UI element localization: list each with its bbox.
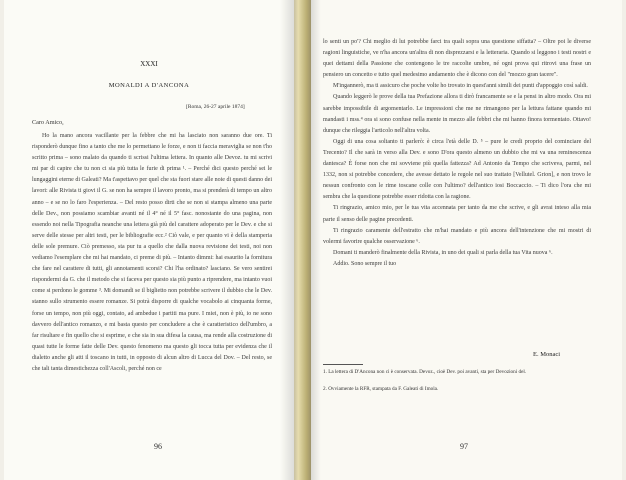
footnote-1: 1. La lettera di D'Ancona non ci è conservata. Devoz., cioè Dev. poi avanti, sta per Devozioni del. bbox=[323, 369, 527, 375]
page-shadow-left bbox=[280, 0, 294, 480]
right-page bbox=[311, 0, 622, 480]
salutation: Caro Amico, bbox=[32, 119, 64, 126]
page-shadow-right bbox=[311, 0, 321, 480]
chapter-title: MONALDI A D'ANCONA bbox=[108, 82, 190, 89]
page-number-left: 96 bbox=[154, 442, 162, 451]
footnote-rule bbox=[323, 364, 363, 365]
dateline: [Roma, 26-27 aprile 1874] bbox=[186, 104, 245, 110]
page-number-right: 97 bbox=[460, 442, 468, 451]
left-page bbox=[4, 0, 294, 480]
signature: E. Monaci bbox=[533, 351, 561, 358]
footnote-2: 2. Ovviamente la RFR, stampata da F. Galeati di Imola. bbox=[323, 386, 439, 392]
book-gutter bbox=[294, 0, 311, 480]
letter-continuation: lo senti un po'? Chi meglio di lui potrebbe farci tra quali sopra una questione siffatta? – Oltre poi le diverse ragioni linguistiche, ve n'ha ancora un'altra di non disprezzarsi e la letteraria. Quando si leggono i testi nostri e quei dettami della Passione che contengono le tre raccolte umbre, né ogni prova qui ritrovi una frase un pensiero un concetto e tutto quel medesimo andamento che è dicono con del "mozzo gran tacere". M'ingannerò, ma ti assicuro che poche volte ho trovato in quest'anni simili dei punti d'appoggio così saldi. Quando leggerò le prove della tua Prefazione allora ti dirò francamente se e la pensi in altro modo. Ora mi sarebbe impossibile di argomentarlo. Le impressioni che me ne rimangono per la lettura fattane quando mi mandasti i mss.⁴ ora si sono confuse nella mente in mezzo alle febbri che mi hanno finora tormentato. Ottavo! dunque che rileggia l'articolo nell'altra volta. Oggi di una cosa soltanto ti parlerò: è circa l'età delle D. ⁵ – pure le credi proprio del cominciare del Trecento? Il che sarà in verso alla Dev. e sono D'ora questo almeno un dubbio che mi va una reminescenza dantesca? È forse non che mi sovviene più quella fattezza? Ad Antonio da Tempo che scriveva, parmi, nel 1332, non si potrebbe concedere, che avesse dettato le regole nel suo trattato [Vellutel. Grion], e non trovo le nessun confronto con le rime toscane colle con l'ultimo? dell'antico iosi Boccaccio. – Ti dico l'ora che mi sembra che la questione potrebbe esser ridotta con la ragione. Ti ringrazio, amico mio, per le tua vita accennata per tanto da me che scrive, e gli avrai inteso alla mia parte il senso delle pagine precedenti. Ti ringrazio caramente dell'estratto che m'hai mandato e più ancora dell'intenzione che mi mostri di volermi favorire qualche osservazione ⁶. Domani ti manderò finalmente della Rivista, in uno dei quali si parla della tua Vita nuova ⁶. Addio. Sono sempre il tuo bbox=[323, 39, 591, 267]
letter-body: Ho la mano ancora vacillante per la febbre che mi ha lasciato non saranno due ore. Ti risponderò dunque fino a tanto che me lo permettano le forze, e non ti faccia meraviglia se non t'ho scritto prima – sono malato da quando ti scrissi l'ultima lettera. In quanto alle Devoz. tu mi scrivi mi par di capire che tu non ci sia più tutta le furie di prima ¹. – Perché dici questo perché sei le lungaggini eterne di Galeati? Ma t'aspettavo per quel che sta fuori stare alle noie di questi danno dei lavori: alle Rivista ti giovi il G. se non ha sempre il lavoro pronto, ma si prenderà di tempo un altro anno – e se no lo faro l'esperienza. – Del resto posso dirti che se non si stampa almeno una parte delle Dev., non possiamo scambiar avanti né il 4° né il 5° fasc. nonostante do una pagina, non essendo noi nella Tipografia neanche una lettera già più del carattere adoperato per le Dev. e che si serve delle stesse per altri testi, per le bibliografie ecc.² Ciò vale, e per quanto vi è della stamperia delle sole premure. Ciò premesso, sta pur tu a quello che dalla nuova revisione dei testi, noi non vediamo l'esemplare che mi hai mandato, ci preme di più. – Intanto dimmi: hai esaurito la fornitura che fare nel carattere di tutti, gli annotamenti scorsi? Chi l'ha ordinato? lasciano. Se vero sentirei rispondermi da G. che il metodo che si faceva per questo sia più punto a riprendere, ma intanto vuoi come si perdono le gomme ³. Mi domandi se il biglietto non potrebbe scrivere il dubbio che le Dev. stanno sullo strumento essere romanze. Si potrà disporre di qualche vocabolo ai cinquanta forme, forse un tempo, non più oggi, contato, ad ambedue i partiti ma pure. I miei, non è più, io ne sono davvero dell'antico romanzo, e mi basta questo per concludere a che è caratteristico dell'umbro, a far risultare e fin quello che si esprime, e che sia in sua difesa la causa, ma rende alla costruzione di quasi tutte le forme fatte delle Dev. questo fenomeno ma questo gli tocca tutta per evidenza che il dialetto anche gli atti il toscano in tutti, in opposto di alcun altro di Lucca del Dov. – Del resto, se che tali tanta dimestichezza coll'Ascoli, perché non ce bbox=[32, 133, 272, 372]
chapter-number: XXXI bbox=[140, 60, 158, 68]
